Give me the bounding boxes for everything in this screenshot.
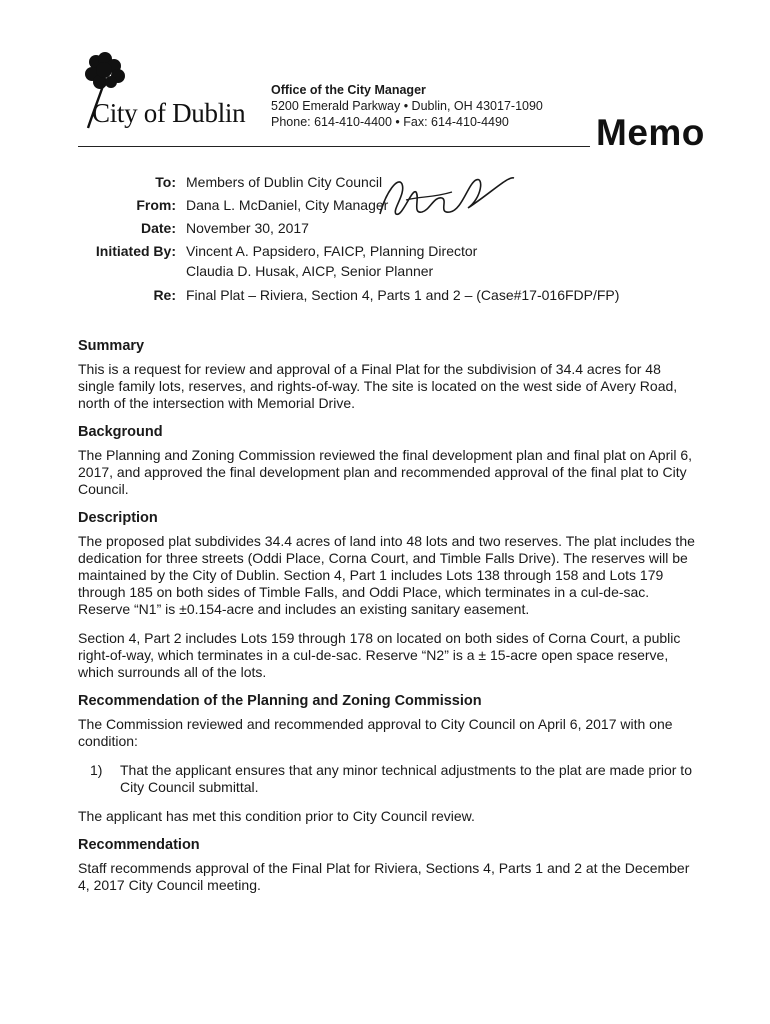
description-paragraph-1: The proposed plat subdivides 34.4 acres of land into 48 lots and two reserves. The plat includes the dedication for three streets (Oddi Place, Corna Court, and Timble Falls Drive). The reserves will be maintained by the City of Dublin. Section 4, Part 1 includes Lots 138 through 158 and Lots 179 through 185 on both sides of Timble Falls, and Oddi Place, which terminates in a cul-de-sac. Reserve “N1” is ±0.154-acre and includes an existing sanitary easement. (78, 533, 695, 617)
office-title: Office of the City Manager (271, 83, 426, 97)
pzc-text: The Commission reviewed and recommended approval to City Council on April 6, 2017 with one condition: (78, 716, 673, 749)
from-label: From: (136, 197, 176, 213)
to-value: Members of Dublin City Council (186, 174, 383, 190)
from-value: Dana L. McDaniel, City Manager (186, 197, 389, 213)
condition-text: That the applicant ensures that any minor technical adjustments to the plat are made prior to City Council submittal. (120, 762, 692, 795)
description-paragraph-2: Section 4, Part 2 includes Lots 159 through 178 on located on both sides of Corna Court, a public right-of-way, which terminates in a cul-de-sac. Reserve “N2” is a ± 15-acre open space reserve, which surrounds all of the lots. (78, 630, 681, 680)
memo-title: Memo (596, 112, 705, 153)
re-value: Final Plat – Riviera, Section 4, Parts 1 and 2 – (Case#17-016FDP/FP) (186, 287, 620, 303)
recommendation-section (78, 837, 698, 894)
from-row (78, 195, 619, 215)
office-address: 5200 Emerald Parkway • Dublin, OH 43017-1090 (271, 99, 543, 113)
initiated-person-1: Vincent A. Papsidero, FAICP, Planning Director (186, 243, 478, 259)
description-section (78, 510, 698, 681)
initiated-person-2: Claudia D. Husak, AICP, Senior Planner (186, 263, 434, 279)
logo-text: City of Dublin (92, 98, 246, 128)
to-row (78, 172, 619, 192)
recommendation-text: Staff recommends approval of the Final Plat for Riviera, Sections 4, Parts 1 and 2 at the December 4, 2017 City Council meeting. (78, 860, 690, 893)
re-label: Re: (153, 287, 176, 303)
pzc-heading: Recommendation of the Planning and Zoning Commission (78, 693, 482, 709)
memo-body (78, 338, 698, 906)
header-divider (78, 146, 590, 147)
summary-text: This is a request for review and approval of a Final Plat for the subdivision of 34.4 acres for 48 single family lots, reserves, and rights-of-way. The site is located on the west side of Avery Road, north of the intersection with Memorial Drive. (78, 361, 678, 411)
condition-number: 1) (90, 762, 103, 778)
recommendation-heading: Recommendation (78, 837, 200, 853)
condition-item (90, 762, 698, 796)
background-heading: Background (78, 424, 163, 440)
date-value: November 30, 2017 (186, 220, 309, 236)
background-text: The Planning and Zoning Commission reviewed the final development plan and final plat on April 6, 2017, and approved the final development plan and recommended approval of the final plat to City Council. (78, 447, 693, 497)
office-block (271, 82, 543, 130)
office-phone-fax: Phone: 614-410-4400 • Fax: 614-410-4490 (271, 115, 509, 129)
memo-header-fields (78, 172, 619, 308)
city-logo (78, 50, 258, 130)
condition-met-text: The applicant has met this condition prior to City Council review. (78, 808, 475, 824)
pzc-section (78, 693, 698, 825)
summary-heading: Summary (78, 338, 145, 354)
description-heading: Description (78, 510, 158, 526)
initiated-row (78, 241, 619, 281)
date-label: Date: (140, 220, 176, 236)
summary-section (78, 338, 698, 412)
re-row (78, 285, 619, 305)
to-label: To: (155, 174, 176, 190)
date-row (78, 218, 619, 238)
initiated-label: Initiated By: (95, 243, 176, 259)
signature (372, 162, 522, 222)
background-section (78, 424, 698, 498)
